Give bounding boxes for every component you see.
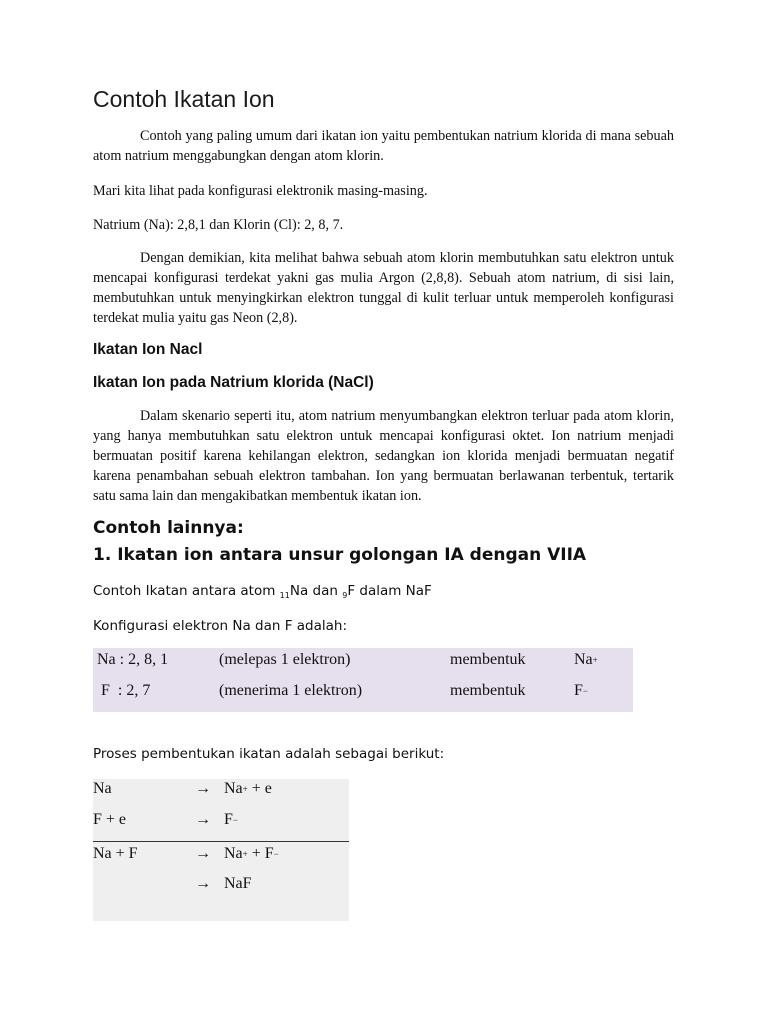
ion-charge: − — [582, 686, 588, 696]
product — [224, 777, 272, 801]
config-action: (menerima 1 elektron) — [219, 682, 363, 699]
example-sentence — [93, 583, 432, 600]
intro-paragraph-4: Dengan demikian, kita melihat bahwa sebuah atom klorin membutuhkan satu elektron untuk mencapai konfigurasi terdekat yakni gas mulia Argon (2,8,8). Sebuah atom natrium, di sisi lain, membutuhkan untuk menyingkirkan elektron tunggal di kulit terluar untuk memperoleh konfigurasi terdekat mulia yaitu gas Neon (2,8). — [93, 250, 674, 326]
final-product: NaF — [224, 875, 252, 892]
config-row-f — [93, 679, 633, 703]
ion-symbol: Na — [574, 651, 593, 668]
arrow-icon: → — [195, 875, 211, 892]
ion-charge: − — [232, 815, 238, 825]
example-suffix: F dalam NaF — [347, 583, 432, 599]
intro-paragraph-2: Mari kita lihat pada konfigurasi elektronik masing-masing. — [93, 183, 428, 199]
heading-contoh-lainnya: Contoh lainnya: — [93, 518, 244, 538]
reaction-row-4 — [93, 872, 349, 896]
config-action: (melepas 1 elektron) — [219, 651, 351, 668]
ion-symbol: Na — [224, 845, 243, 862]
config-ion — [574, 648, 598, 672]
reaction-row-1 — [93, 777, 349, 801]
product — [224, 808, 238, 832]
product — [224, 842, 279, 866]
electron-config-table — [93, 648, 633, 712]
intro-paragraph-3: Natrium (Na): 2,8,1 dan Klorin (Cl): 2, 8, 7. — [93, 217, 344, 233]
reaction-row-2 — [93, 808, 349, 832]
config-element: F : 2, 7 — [97, 682, 151, 699]
ion-charge: + — [592, 655, 598, 665]
config-verb: membentuk — [450, 651, 526, 668]
example-mid: Na dan — [289, 583, 343, 599]
reactant: Na — [93, 780, 112, 797]
arrow-icon: → — [195, 780, 211, 797]
example-prefix: Contoh Ikatan antara atom — [93, 583, 280, 599]
ion-symbol: Na — [224, 780, 243, 797]
ion-charge: − — [273, 849, 279, 859]
config-row-na — [93, 648, 633, 672]
config-element: Na : 2, 8, 1 — [97, 651, 169, 668]
config-verb: membentuk — [450, 682, 526, 699]
arrow-icon: → — [195, 811, 211, 828]
product-mid: + F — [247, 845, 274, 862]
reactant: F + e — [93, 811, 127, 828]
heading-ikatan-ion-nacl: Ikatan Ion Nacl — [93, 341, 203, 358]
ion-symbol: F — [574, 682, 583, 699]
page-title: Contoh Ikatan Ion — [93, 86, 275, 112]
na-atomic-number: 11 — [279, 591, 290, 600]
ion-charge: + — [242, 849, 248, 859]
reaction-table — [93, 779, 349, 921]
process-label: Proses pembentukan ikatan adalah sebagai berikut: — [93, 746, 445, 762]
heading-golongan-ia-viia: 1. Ikatan ion antara unsur golongan IA dengan VIIA — [93, 545, 587, 565]
arrow-icon: → — [195, 845, 211, 862]
f-atomic-number: 9 — [342, 591, 348, 600]
heading-ikatan-ion-natrium-klorida: Ikatan Ion pada Natrium klorida (NaCl) — [93, 374, 374, 391]
reactant: Na + F — [93, 845, 138, 862]
nacl-paragraph: Dalam skenario seperti itu, atom natrium menyumbangkan elektron terluar pada atom klorin, yang hanya membutuhkan satu elektron untuk mencapai konfigurasi oktet. Ion natrium menjadi bermuatan positif karena kehilangan elektron, sedangkan ion klorida menjadi bermuatan negatif karena penambahan sebuah elektron tambahan. Ion yang bermuatan berlawanan terbentuk, tertarik satu sama lain dan mengakibatkan membentuk ikatan ion. — [93, 408, 674, 504]
intro-paragraph-1: Contoh yang paling umum dari ikatan ion yaitu pembentukan natrium klorida di mana sebuah atom natrium menggabungkan dengan atom klorin. — [93, 128, 674, 164]
reaction-row-3 — [93, 842, 349, 866]
config-ion — [574, 679, 588, 703]
ion-symbol: F — [224, 811, 233, 828]
ion-charge: + — [242, 784, 248, 794]
product-rest: + e — [247, 780, 272, 797]
config-label: Konfigurasi elektron Na dan F adalah: — [93, 618, 348, 634]
